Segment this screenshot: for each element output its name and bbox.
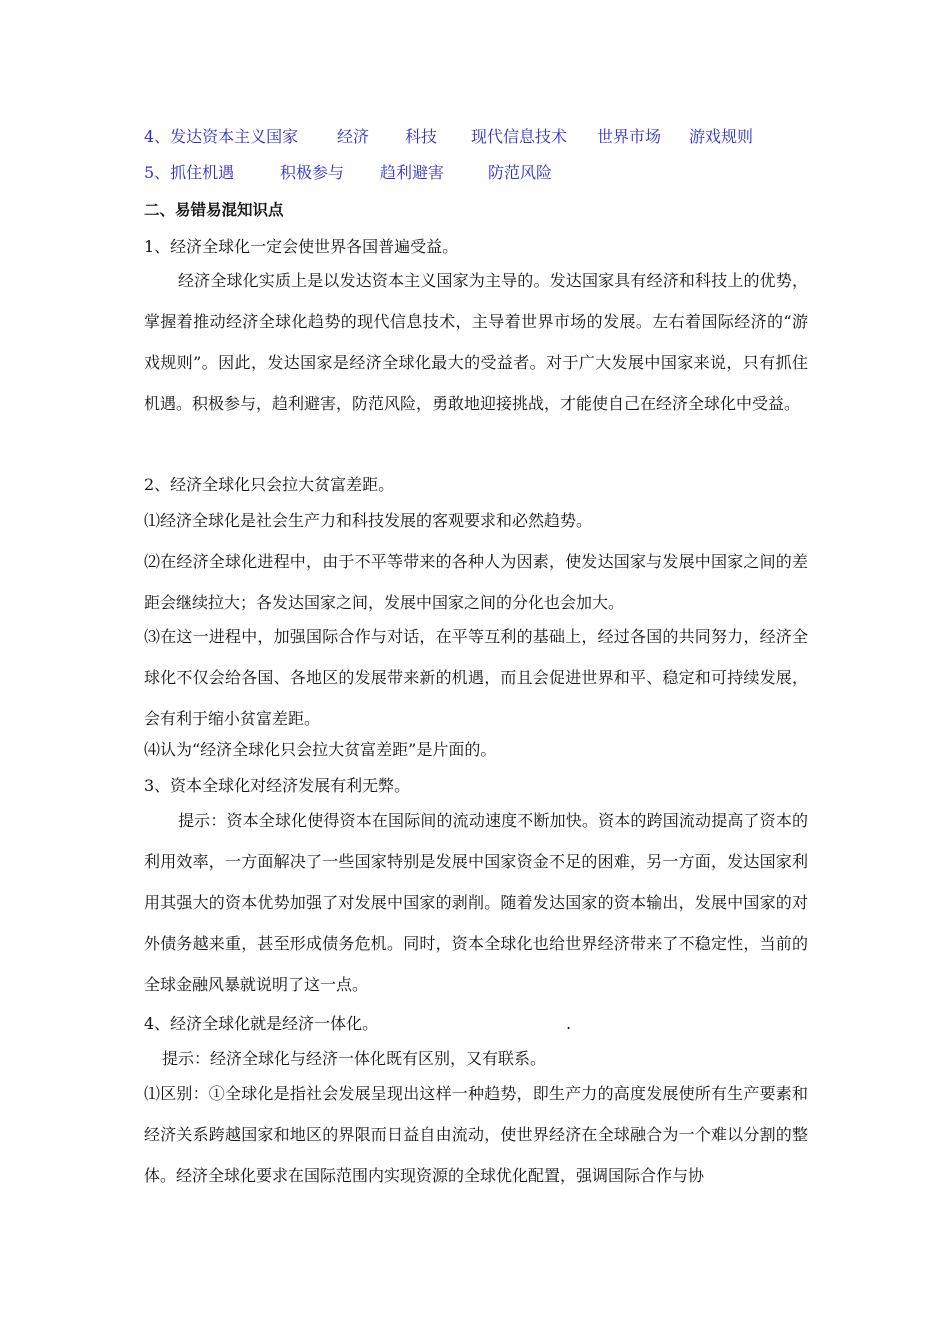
answer-item: 经济 [337, 127, 370, 146]
answer-item: 4、发达资本主义国家 [144, 127, 299, 146]
question-4-text: 4、经济全球化就是经济一体化。 [144, 1014, 379, 1033]
question-4-hint: 提示：经济全球化与经济一体化既有区别，又有联系。 [162, 1049, 547, 1068]
question-2-point-1: ⑴经济全球化是社会生产力和科技发展的客观要求和必然趋势。 [144, 511, 593, 530]
question-3: 3、资本全球化对经济发展有利无弊。 [144, 776, 411, 795]
stray-dot: . [566, 1014, 572, 1033]
answer-item: 5、抓住机遇 [144, 163, 235, 182]
question-3-hint: 提示：资本全球化使得资本在国际间的流动速度不断加快。资本的跨国流动提高了资本的利用效率，一方面解决了一些国家特别是发展中国家资金不足的困难，另一方面，发达国家利用其强大的资本优势加强了对发展中国家的剥削。随着发达国家的资本输出，发展中国家的对外债务越来重，甚至形成债务危机。同时，资本全球化也给世界经济带来了不稳定性，当前的全球金融风暴就说明了这一点。 [144, 811, 808, 994]
answer-item: 游戏规则 [689, 127, 754, 146]
answer-item: 积极参与 [280, 163, 345, 182]
answer-item: 科技 [405, 127, 438, 146]
question-2: 2、经济全球化只会拉大贫富差距。 [144, 475, 395, 494]
question-2-point-3: ⑶在这一进程中，加强国际合作与对话，在平等互利的基础上，经过各国的共同努力，经济全球化不仅会给各国、各地区的发展带来新的机遇，而且会促进世界和平、稳定和可持续发展，会有利于缩小贫富差距。 [144, 627, 808, 728]
question-4-point-1: ⑴区别：①全球化是指社会发展呈现出这样一种趋势，即生产力的高度发展使所有生产要素和经济关系跨越国家和地区的界限而日益自由流动，使世界经济在全球融合为一个难以分割的整体。经济全球化要求在国际范围内实现资源的全球优化配置，强调国际合作与协 [144, 1084, 808, 1185]
question-1: 1、经济全球化一定会使世界各国普遍受益。 [144, 237, 459, 256]
question-2-point-4: ⑷认为“经济全球化只会拉大贫富差距”是片面的。 [144, 740, 497, 759]
section-heading: 二、易错易混知识点 [144, 201, 284, 219]
question-4 [144, 1014, 584, 1034]
question-2-point-2: ⑵在经济全球化进程中，由于不平等带来的各种人为因素，使发达国家与发展中国家之间的差距会继续拉大；各发达国家之间，发展中国家之间的分化也会加大。 [144, 552, 808, 612]
answer-item: 趋利避害 [380, 163, 445, 182]
answer-item: 世界市场 [597, 127, 662, 146]
question-1-explanation: 经济全球化实质上是以发达资本主义国家为主导的。发达国家具有经济和科技上的优势，掌握着推动经济全球化趋势的现代信息技术，主导着世界市场的发展。左右着国际经济的“游戏规则”。因此，发达国家是经济全球化最大的受益者。对于广大发展中国家来说，只有抓住机遇。积极参与，趋利避害，防范风险，勇敢地迎接挑战，才能使自己在经济全球化中受益。 [144, 271, 808, 413]
answer-item: 防范风险 [488, 163, 553, 182]
answer-line-4 [144, 127, 804, 147]
answer-item: 现代信息技术 [471, 127, 568, 146]
answer-line-5 [144, 163, 804, 183]
